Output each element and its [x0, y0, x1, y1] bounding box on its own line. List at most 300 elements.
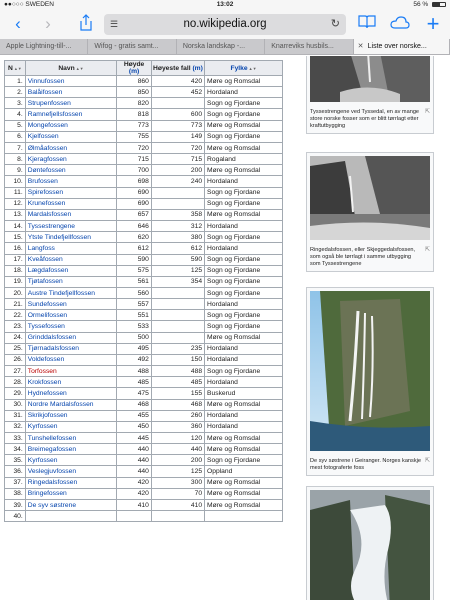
county: Sogn og Fjordane	[205, 455, 283, 466]
waterfall-link[interactable]: Brufossen	[27, 177, 58, 185]
county: Hordaland	[205, 243, 283, 254]
image-ringedalsfossen	[306, 152, 434, 272]
row-number: 13.	[5, 209, 26, 220]
fall-value	[151, 98, 204, 109]
waterfall-link[interactable]: Grinddalsfossen	[27, 334, 77, 342]
county: Hordaland	[205, 299, 283, 310]
height-value	[117, 511, 152, 522]
table-header-row	[5, 61, 283, 76]
waterfall-name	[25, 98, 117, 109]
tab-label: Liste over norske...	[367, 43, 427, 50]
fall-value: 590	[151, 254, 204, 265]
waterfall-name	[25, 287, 117, 298]
waterfall-link[interactable]: Nordre Mardalsfossen	[27, 401, 94, 409]
fall-value: 149	[151, 131, 204, 142]
photo-de-syv-sostrene[interactable]	[310, 291, 430, 456]
fall-value	[151, 299, 204, 310]
height-value: 557	[117, 299, 152, 310]
row-number: 36.	[5, 466, 26, 477]
waterfall-link[interactable]: Tunshellefossen	[27, 434, 77, 442]
county: Rogaland	[205, 154, 283, 165]
waterfall-link[interactable]: De syv søstrene	[27, 501, 77, 509]
height-value: 773	[117, 120, 152, 131]
row-number: 1.	[5, 76, 26, 87]
tab-wifog[interactable]: Wifog - gratis samt...	[88, 39, 176, 54]
row-number: 21.	[5, 299, 26, 310]
waterfall-link[interactable]: Mongefossen	[27, 122, 68, 130]
row-number: 18.	[5, 265, 26, 276]
table-row	[5, 221, 283, 232]
county: Sogn og Fjordane	[205, 198, 283, 209]
table-row	[5, 265, 283, 276]
waterfall-link[interactable]: Spirefossen	[27, 189, 64, 197]
waterfall-name	[25, 343, 117, 354]
fall-value: 354	[151, 276, 204, 287]
waterfall-name	[25, 354, 117, 365]
waterfall-name	[25, 410, 117, 421]
enlarge-icon[interactable]: ⇱	[424, 109, 430, 115]
waterfall-name	[25, 499, 117, 510]
row-number: 6.	[5, 131, 26, 142]
waterfall-name	[25, 209, 117, 220]
row-number: 28.	[5, 377, 26, 388]
county: Hordaland	[205, 354, 283, 365]
county: Sogn og Fjordane	[205, 287, 283, 298]
row-number: 16.	[5, 243, 26, 254]
url-text: no.wikipedia.org	[183, 18, 267, 30]
height-value: 440	[117, 466, 152, 477]
fall-value: 612	[151, 243, 204, 254]
county: Møre og Romsdal	[205, 332, 283, 343]
fall-value	[151, 321, 204, 332]
col-header-height[interactable]: Høyde (m)	[117, 61, 152, 76]
waterfall-name	[25, 221, 117, 232]
tab-liste-over-norske[interactable]	[354, 39, 450, 54]
table-row	[5, 287, 283, 298]
waterfall-link[interactable]: Balåifossen	[27, 88, 63, 96]
row-number: 4.	[5, 109, 26, 120]
height-value: 818	[117, 109, 152, 120]
waterfall-link[interactable]: Krunefossen	[27, 200, 66, 208]
table-row	[5, 332, 283, 343]
waterfall-name	[25, 165, 117, 176]
county: Møre og Romsdal	[205, 399, 283, 410]
table-row	[5, 388, 283, 399]
waterfall-link[interactable]: Døntefossen	[27, 166, 66, 174]
waterfall-name	[25, 455, 117, 466]
height-value: 720	[117, 142, 152, 153]
height-value: 590	[117, 254, 152, 265]
waterfall-link[interactable]: Vinnufossen	[27, 77, 65, 85]
fall-value: 125	[151, 466, 204, 477]
table-row	[5, 366, 283, 377]
county: Hordaland	[205, 87, 283, 98]
waterfall-link[interactable]: Tyssestrengene	[27, 222, 75, 230]
height-value: 445	[117, 433, 152, 444]
row-number: 29.	[5, 388, 26, 399]
col-header-name[interactable]: Navn▲▼	[25, 61, 117, 76]
county: Møre og Romsdal	[205, 488, 283, 499]
waterfall-link[interactable]: Kjeragfossen	[27, 155, 67, 163]
close-tab-icon[interactable]: ✕	[357, 43, 364, 50]
waterfall-name	[25, 265, 117, 276]
county: Hordaland	[205, 421, 283, 432]
fall-value	[151, 287, 204, 298]
sort-icon: ▲▼	[13, 65, 22, 71]
county	[205, 511, 283, 522]
fall-value: 485	[151, 377, 204, 388]
fall-value: 715	[151, 154, 204, 165]
waterfall-link[interactable]: Breimegafossen	[27, 445, 77, 453]
county: Møre og Romsdal	[205, 165, 283, 176]
table-row	[5, 377, 283, 388]
row-number: 37.	[5, 477, 26, 488]
county: Sogn og Fjordane	[205, 310, 283, 321]
fall-value: 200	[151, 455, 204, 466]
row-number: 17.	[5, 254, 26, 265]
row-number: 40.	[5, 511, 26, 522]
table-row	[5, 477, 283, 488]
tab-knarreviks[interactable]: Knarreviks husbils...	[265, 39, 353, 54]
fall-value: 120	[151, 433, 204, 444]
row-number: 25.	[5, 343, 26, 354]
col-header-n[interactable]: N▲▼	[5, 61, 26, 76]
height-value: 690	[117, 198, 152, 209]
waterfall-name	[25, 198, 117, 209]
fall-value: 200	[151, 165, 204, 176]
table-row	[5, 120, 283, 131]
reader-menu-icon[interactable]: ☰	[110, 19, 119, 29]
county: Møre og Romsdal	[205, 76, 283, 87]
table-row	[5, 209, 283, 220]
height-value: 698	[117, 176, 152, 187]
row-number: 7.	[5, 142, 26, 153]
row-number: 5.	[5, 120, 26, 131]
county: Hordaland	[205, 343, 283, 354]
row-number: 39.	[5, 499, 26, 510]
page-content	[0, 56, 450, 600]
height-value: 468	[117, 399, 152, 410]
table-row	[5, 87, 283, 98]
waterfall-link[interactable]: Bringefossen	[27, 490, 67, 498]
waterfall-link[interactable]: Tjørnadalsfossen	[27, 345, 80, 353]
row-number: 12.	[5, 198, 26, 209]
waterfall-name	[25, 232, 117, 243]
height-value: 440	[117, 444, 152, 455]
height-value: 450	[117, 421, 152, 432]
height-value: 620	[117, 232, 152, 243]
row-number: 2.	[5, 87, 26, 98]
height-value: 551	[117, 310, 152, 321]
table-row	[5, 310, 283, 321]
row-number: 3.	[5, 98, 26, 109]
caption-ringedalsfossen: Ringedalsfossen, eller Skjeggedalsfossen, som også ble tørrlagt i samme utbygging som Tyssestrengene ⇱	[310, 247, 430, 267]
fall-value: 488	[151, 366, 204, 377]
height-value: 475	[117, 388, 152, 399]
enlarge-icon[interactable]: ⇱	[424, 247, 430, 253]
height-value: 820	[117, 98, 152, 109]
row-number: 19.	[5, 276, 26, 287]
table-row	[5, 421, 283, 432]
fall-value: 150	[151, 354, 204, 365]
table-row	[5, 299, 283, 310]
fall-value: 312	[151, 221, 204, 232]
reload-icon[interactable]: ↻	[330, 18, 340, 30]
county: Sogn og Fjordane	[205, 265, 283, 276]
waterfall-name	[25, 109, 117, 120]
county: Sogn og Fjordane	[205, 131, 283, 142]
county: Sogn og Fjordane	[205, 109, 283, 120]
table-row	[5, 455, 283, 466]
waterfall-name	[25, 433, 117, 444]
row-number: 26.	[5, 354, 26, 365]
battery-icon	[432, 2, 446, 7]
height-value: 420	[117, 488, 152, 499]
row-number: 8.	[5, 154, 26, 165]
fall-value	[151, 198, 204, 209]
image-de-syv-sostrene	[306, 287, 434, 476]
waterfall-link[interactable]: Krokfossen	[27, 378, 62, 386]
waterfall-name	[25, 377, 117, 388]
waterfall-link[interactable]: Mardalsfossen	[27, 211, 72, 219]
waterfall-link[interactable]: Ølmåafossen	[27, 144, 68, 152]
fall-value: 420	[151, 76, 204, 87]
county: Oppland	[205, 466, 283, 477]
row-number: 31.	[5, 410, 26, 421]
waterfall-name	[25, 87, 117, 98]
image-waterfall-4	[306, 486, 434, 600]
waterfall-name	[25, 366, 117, 377]
battery-status	[413, 0, 446, 9]
height-value: 420	[117, 477, 152, 488]
row-number: 38.	[5, 488, 26, 499]
table-row	[5, 243, 283, 254]
photo-ringedalsfossen[interactable]	[310, 156, 430, 245]
table-row	[5, 433, 283, 444]
fall-value: 410	[151, 499, 204, 510]
fall-value: 125	[151, 265, 204, 276]
row-number: 27.	[5, 366, 26, 377]
height-value: 860	[117, 76, 152, 87]
new-tab-icon[interactable]: +	[426, 11, 440, 36]
table-row	[5, 76, 283, 87]
battery-percent: 56 %	[413, 1, 429, 8]
bookmarks-icon[interactable]	[357, 14, 377, 34]
county: Buskerud	[205, 388, 283, 399]
table-row	[5, 399, 283, 410]
table-row	[5, 499, 283, 510]
fall-value: 260	[151, 410, 204, 421]
caption-tyssestrengene: Tyssestrengene ved Tyssedal, en av mange store norske fosser som er blitt tørrlagt etter kraftutbygging ⇱	[310, 109, 430, 129]
waterfall-name	[25, 131, 117, 142]
county: Hordaland	[205, 410, 283, 421]
table-row	[5, 321, 283, 332]
height-value: 850	[117, 87, 152, 98]
table-row	[5, 254, 283, 265]
waterfall-name	[25, 276, 117, 287]
fall-value: 468	[151, 399, 204, 410]
county: Hordaland	[205, 221, 283, 232]
table-row	[5, 354, 283, 365]
col-header-fall[interactable]: Høyeste fall (m)	[151, 61, 204, 76]
fall-value: 720	[151, 142, 204, 153]
table-row	[5, 187, 283, 198]
fall-value: 773	[151, 120, 204, 131]
waterfall-link[interactable]: Skrikjofossen	[27, 412, 68, 420]
table-row	[5, 176, 283, 187]
photo-waterfall-4[interactable]	[310, 490, 430, 600]
height-value: 700	[117, 165, 152, 176]
waterfall-link[interactable]: Kjelfossen	[27, 133, 59, 141]
waterfall-link[interactable]: Lægdafossen	[27, 267, 69, 275]
browser-toolbar	[0, 9, 450, 39]
height-value: 492	[117, 354, 152, 365]
fall-value: 358	[151, 209, 204, 220]
county: Hordaland	[205, 377, 283, 388]
waterfall-name	[25, 466, 117, 477]
waterfall-link[interactable]: Ormelifossen	[27, 311, 68, 319]
photo-tyssestrengene[interactable]	[310, 56, 430, 107]
row-number: 30.	[5, 399, 26, 410]
forward-icon[interactable]: ›	[45, 14, 51, 33]
waterfall-name	[25, 388, 117, 399]
row-number: 20.	[5, 287, 26, 298]
waterfall-name	[25, 321, 117, 332]
county: Møre og Romsdal	[205, 477, 283, 488]
enlarge-icon[interactable]: ⇱	[424, 458, 430, 464]
county: Sogn og Fjordane	[205, 321, 283, 332]
waterfall-name	[25, 142, 117, 153]
waterfall-link[interactable]: Veslegjuvfossen	[27, 468, 77, 476]
image-tyssestrengene	[306, 56, 434, 134]
waterfall-link[interactable]: Hydnefossen	[27, 389, 67, 397]
height-value: 488	[117, 366, 152, 377]
fall-value: 452	[151, 87, 204, 98]
waterfall-link[interactable]: Sundefossen	[27, 300, 67, 308]
fall-value: 155	[151, 388, 204, 399]
waterfall-name	[25, 444, 117, 455]
waterfall-name	[25, 310, 117, 321]
fall-value: 600	[151, 109, 204, 120]
row-number: 24.	[5, 332, 26, 343]
waterfall-link[interactable]: Ramnefjellsfossen	[27, 111, 83, 119]
waterfall-name	[25, 421, 117, 432]
waterfall-link[interactable]: Kyrfossen	[27, 456, 58, 464]
row-number: 35.	[5, 455, 26, 466]
sort-icon: ▲▼	[75, 65, 84, 71]
height-value: 533	[117, 321, 152, 332]
waterfall-name	[25, 76, 117, 87]
waterfall-table	[4, 60, 283, 522]
waterfall-link[interactable]: Strupenfossen	[27, 99, 71, 107]
waterfall-link[interactable]: Voldefossen	[27, 356, 65, 364]
waterfall-link[interactable]: Ringedalsfossen	[27, 479, 78, 487]
height-value: 455	[117, 410, 152, 421]
height-value: 485	[117, 377, 152, 388]
fall-value: 440	[151, 444, 204, 455]
fall-value: 240	[151, 176, 204, 187]
waterfall-name	[25, 254, 117, 265]
table-row	[5, 410, 283, 421]
table-row	[5, 343, 283, 354]
waterfall-link[interactable]: Tyssefossen	[27, 323, 65, 331]
table-row	[5, 488, 283, 499]
county: Møre og Romsdal	[205, 499, 283, 510]
waterfall-link[interactable]: Torfossen	[27, 367, 57, 375]
waterfall-name	[25, 187, 117, 198]
row-number: 14.	[5, 221, 26, 232]
waterfall-name	[25, 299, 117, 310]
table-row	[5, 154, 283, 165]
county: Møre og Romsdal	[205, 120, 283, 131]
col-header-county[interactable]: Fylke▲▼	[205, 61, 283, 76]
row-number: 9.	[5, 165, 26, 176]
waterfall-link[interactable]: Kveåfossen	[27, 256, 63, 264]
county: Sogn og Fjordane	[205, 276, 283, 287]
fall-value	[151, 511, 204, 522]
row-number: 22.	[5, 310, 26, 321]
fall-value	[151, 187, 204, 198]
cloud-tabs-icon[interactable]	[390, 14, 410, 34]
back-icon[interactable]: ‹	[15, 14, 21, 33]
fall-value: 70	[151, 488, 204, 499]
row-number: 23.	[5, 321, 26, 332]
share-icon[interactable]	[76, 14, 96, 34]
tab-apple-lightning[interactable]: Apple Lightning-till-...	[0, 39, 88, 54]
waterfall-name	[25, 154, 117, 165]
waterfall-link[interactable]: Kyrfossen	[27, 423, 58, 431]
county: Møre og Romsdal	[205, 209, 283, 220]
table-row	[5, 276, 283, 287]
table-row	[5, 98, 283, 109]
carrier: ●●○○○ SWEDEN	[4, 1, 54, 8]
waterfall-link[interactable]: Ytste Tindefjellfossen	[27, 233, 91, 241]
fall-value: 300	[151, 477, 204, 488]
row-number: 11.	[5, 187, 26, 198]
row-number: 10.	[5, 176, 26, 187]
height-value: 575	[117, 265, 152, 276]
table-row	[5, 142, 283, 153]
height-value: 755	[117, 131, 152, 142]
county: Møre og Romsdal	[205, 433, 283, 444]
height-value: 657	[117, 209, 152, 220]
address-bar[interactable]	[104, 14, 346, 35]
tab-bar	[0, 39, 450, 55]
county: Sogn og Fjordane	[205, 232, 283, 243]
waterfall-link[interactable]: Tjøtafossen	[27, 278, 63, 286]
waterfall-name	[25, 511, 117, 522]
fall-value: 380	[151, 232, 204, 243]
tab-norska-landskap[interactable]: Norska landskap -...	[177, 39, 265, 54]
fall-value: 235	[151, 343, 204, 354]
clock: 13:02	[216, 1, 234, 8]
table-row	[5, 444, 283, 455]
table-row	[5, 198, 283, 209]
fall-value	[151, 310, 204, 321]
county: Sogn og Fjordane	[205, 254, 283, 265]
table-row	[5, 165, 283, 176]
height-value: 690	[117, 187, 152, 198]
height-value: 440	[117, 455, 152, 466]
table-row	[5, 232, 283, 243]
county: Sogn og Fjordane	[205, 366, 283, 377]
waterfall-link[interactable]: Austre Tindefjellfossen	[27, 289, 96, 297]
height-value: 560	[117, 287, 152, 298]
waterfall-name	[25, 120, 117, 131]
waterfall-link[interactable]: Langfoss	[27, 244, 55, 252]
height-value: 410	[117, 499, 152, 510]
waterfall-name	[25, 243, 117, 254]
